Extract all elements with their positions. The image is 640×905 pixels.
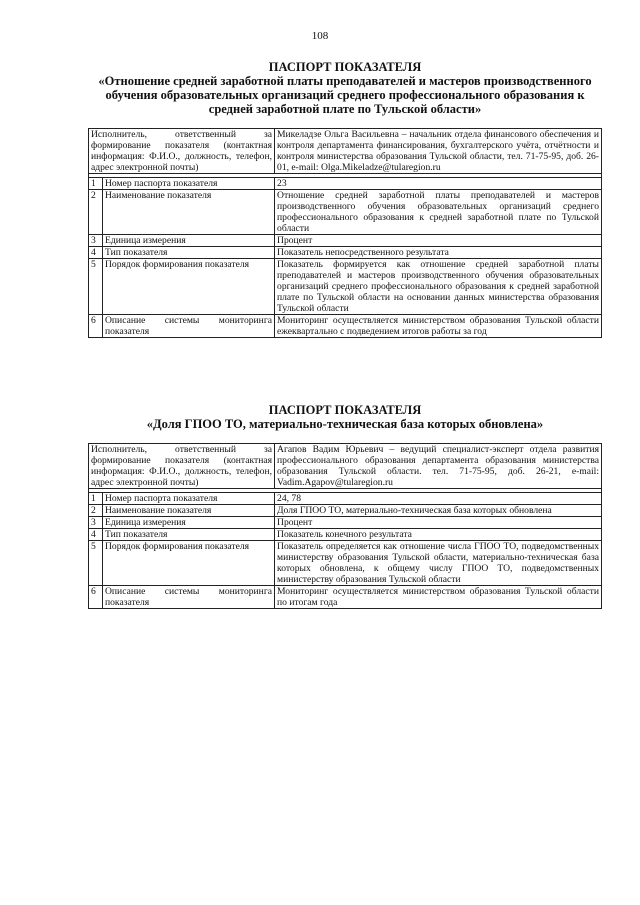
row-value: Отношение средней заработной платы преподавателей и мастеров производственного обучения образовательных организаций среднего профессионального образования к средней заработной плате по Тульской области: [275, 190, 602, 235]
row-value: Показатель конечного результата: [275, 529, 602, 541]
row-number: 5: [89, 259, 103, 315]
row-number: 4: [89, 529, 103, 541]
table-row: [89, 315, 602, 338]
table-row: [89, 247, 602, 259]
row-label: Тип показателя: [103, 529, 275, 541]
executor-label: Исполнитель, ответственный за формирование показателя (контактная информация: Ф.И.О., должность, телефон, адрес электронной почты): [89, 444, 275, 489]
row-value: 23: [275, 178, 602, 190]
passport-section-1: [88, 60, 602, 338]
row-label: Наименование показателя: [103, 190, 275, 235]
table-row: [89, 235, 602, 247]
row-label: Единица измерения: [103, 235, 275, 247]
row-label: Порядок формирования показателя: [103, 259, 275, 315]
passport-table: [88, 128, 602, 338]
table-row: [89, 517, 602, 529]
table-row: [89, 190, 602, 235]
executor-row: [89, 129, 602, 174]
table-row: [89, 259, 602, 315]
row-label: Номер паспорта показателя: [103, 493, 275, 505]
row-label: Номер паспорта показателя: [103, 178, 275, 190]
table-row: [89, 493, 602, 505]
passport-table: [88, 443, 602, 609]
table-row: [89, 586, 602, 609]
executor-label: Исполнитель, ответственный за формирование показателя (контактная информация: Ф.И.О., должность, телефон, адрес электронной почты): [89, 129, 275, 174]
row-number: 6: [89, 315, 103, 338]
passport-heading: ПАСПОРТ ПОКАЗАТЕЛЯ: [268, 403, 422, 417]
executor-value: Агапов Вадим Юрьевич – ведущий специалист-эксперт отдела развития профессионального образования департамента образования министерства образования Тульской области. тел. 71-75-95, доб. 26-21, e-mail: Vadim.Agapov@tularegion.ru: [275, 444, 602, 489]
row-label: Единица измерения: [103, 517, 275, 529]
row-label: Наименование показателя: [103, 505, 275, 517]
row-value: Мониторинг осуществляется министерством образования Тульской области ежеквартально с подведением итогов работы за год: [275, 315, 602, 338]
row-number: 2: [89, 505, 103, 517]
executor-value: Микеладзе Ольга Васильевна – начальник отдела финансового обеспечения и контроля департамента финансирования, бухгалтерского учёта, отчётности и контроля министерства образования Тульской области, тел. 71-75-95, доб. 26-01, e-mail: Olga.Mikeladze@tularegion.ru: [275, 129, 602, 174]
table-row: [89, 178, 602, 190]
row-label: Тип показателя: [103, 247, 275, 259]
row-value: Процент: [275, 517, 602, 529]
row-number: 3: [89, 235, 103, 247]
row-value: Процент: [275, 235, 602, 247]
row-label: Описание системы мониторинга показателя: [103, 586, 275, 609]
row-label: Порядок формирования показателя: [103, 541, 275, 586]
row-number: 1: [89, 178, 103, 190]
passport-title: «Доля ГПОО ТО, материально-техническая база которых обновлена»: [146, 417, 544, 431]
passport-section-2: [88, 403, 602, 609]
row-value: 24, 78: [275, 493, 602, 505]
row-value: Доля ГПОО ТО, материально-техническая база которых обновлена: [275, 505, 602, 517]
row-value: Мониторинг осуществляется министерством образования Тульской области по итогам года: [275, 586, 602, 609]
page-number: 108: [311, 30, 329, 42]
table-row: [89, 529, 602, 541]
passport-title: «Отношение средней заработной платы преподавателей и мастеров производственного обучения образовательных организаций среднего профессионального образования к средней заработной плате по Тульской области»: [98, 74, 592, 116]
row-number: 6: [89, 586, 103, 609]
row-number: 4: [89, 247, 103, 259]
passport-heading: ПАСПОРТ ПОКАЗАТЕЛЯ: [268, 60, 422, 74]
row-number: 5: [89, 541, 103, 586]
table-row: [89, 505, 602, 517]
table-row: [89, 541, 602, 586]
row-label: Описание системы мониторинга показателя: [103, 315, 275, 338]
row-value: Показатель непосредственного результата: [275, 247, 602, 259]
executor-row: [89, 444, 602, 489]
row-value: Показатель определяется как отношение числа ГПОО ТО, подведомственных министерству образования Тульской области, материально-техническая база которых обновлена, к общему числу ГПОО ТО, подведомственных министерству образования Тульской области: [275, 541, 602, 586]
row-number: 3: [89, 517, 103, 529]
row-number: 1: [89, 493, 103, 505]
row-number: 2: [89, 190, 103, 235]
row-value: Показатель формируется как отношение средней заработной платы преподавателей и мастеров производственного обучения образовательных организаций среднего профессионального образования к средней заработной плате по Тульской области на основании данных министерства образования Тульской области: [275, 259, 602, 315]
